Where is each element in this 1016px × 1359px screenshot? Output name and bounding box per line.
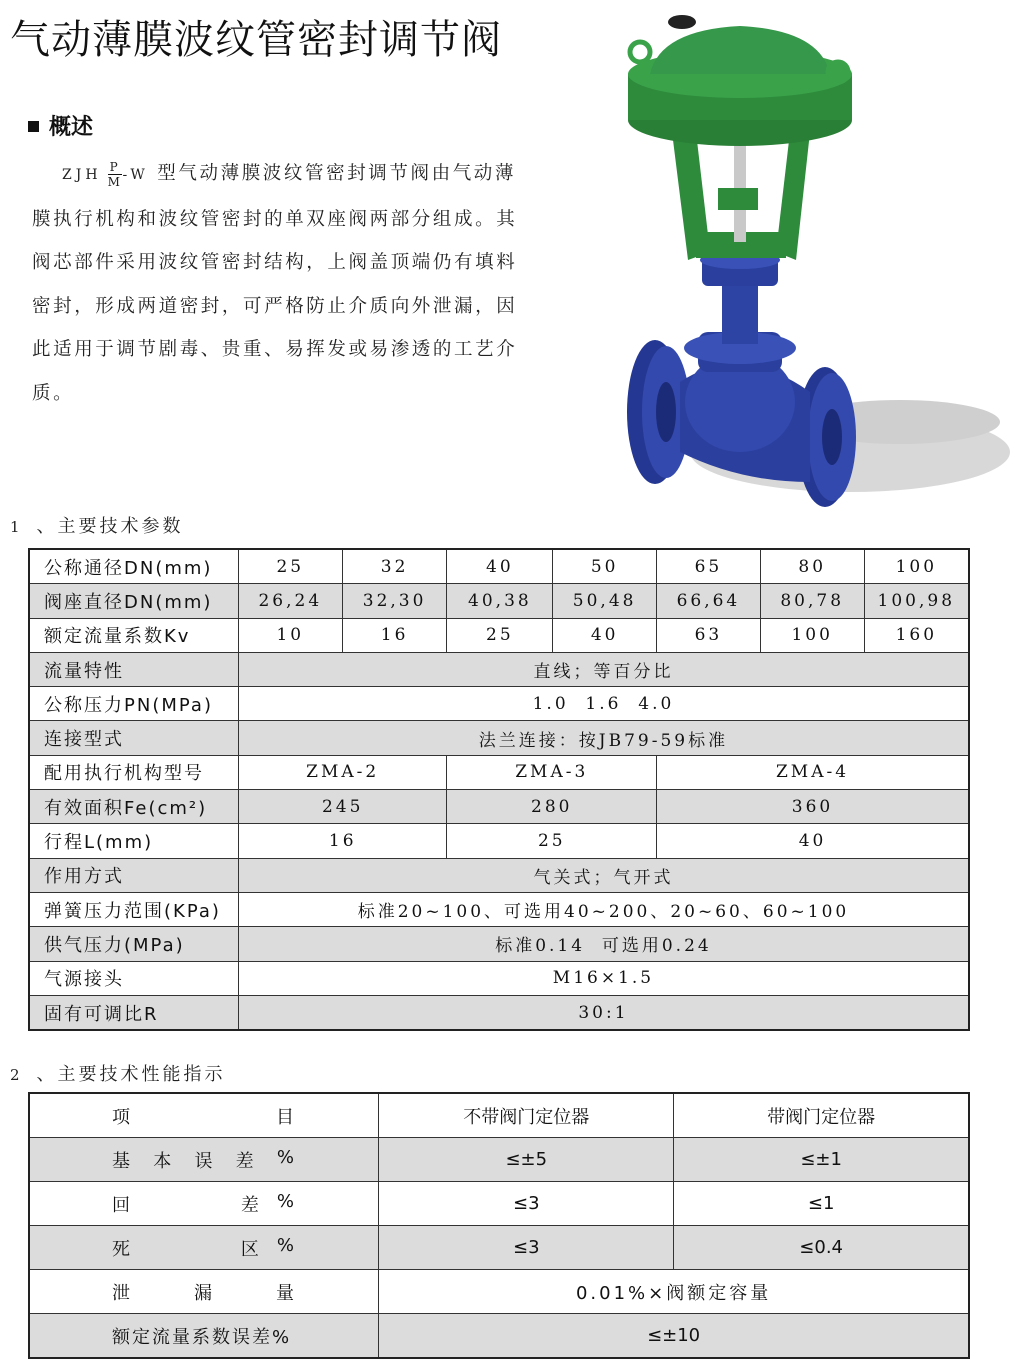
section-1-heading xyxy=(10,512,184,538)
row-label xyxy=(29,1182,379,1226)
table-cell: ≤±1 xyxy=(674,1138,969,1182)
model-suffix: -W xyxy=(122,167,149,183)
header-char: 项 xyxy=(112,1106,130,1128)
overview-text: 型气动薄膜波纹管密封调节阀由气动薄膜执行机构和波纹管密封的单双座阀两部分组成。其阀芯部件采用波纹管密封结构，上阀盖顶端仍有填料密封，形成两道密封，可严格防止介质向外泄漏，因此适用于调节剧毒、贵重、易挥发或易渗透的工艺介质。 xyxy=(32,163,518,404)
table-cell: 32,30 xyxy=(342,584,447,618)
row-label: 有效面积Fe(cm²) xyxy=(29,790,238,824)
label-char: 区 xyxy=(240,1238,259,1260)
header-char: 目 xyxy=(276,1106,294,1128)
table-row xyxy=(29,584,969,618)
table-row xyxy=(29,1182,969,1226)
column-header-without-positioner: 不带阀门定位器 xyxy=(379,1093,674,1138)
table-cell: 25 xyxy=(447,824,657,858)
table-row xyxy=(29,1314,969,1359)
section-1-number: 1 xyxy=(10,518,23,536)
row-label: 阀座直径DN(mm) xyxy=(29,584,238,618)
label-char: 差 xyxy=(240,1194,259,1216)
row-label: 行程L(mm) xyxy=(29,824,238,858)
row-label: 公称压力PN(MPa) xyxy=(29,687,238,721)
table-cell: 16 xyxy=(238,824,447,858)
table-cell: 100 xyxy=(760,618,864,652)
table-row xyxy=(29,790,969,824)
table-cell: ≤3 xyxy=(379,1226,674,1270)
table-cell: 标准0.14 可选用0.24 xyxy=(238,927,969,961)
table-cell: ≤±10 xyxy=(379,1314,969,1359)
overview-heading-text: 概述 xyxy=(49,115,94,140)
table-cell: ≤±5 xyxy=(379,1138,674,1182)
table-row xyxy=(29,824,969,858)
label-char: 本 xyxy=(153,1150,172,1172)
label-char: 漏 xyxy=(194,1282,212,1304)
row-label: 额定流量系数误差% xyxy=(29,1314,379,1359)
section-2-number: 2 xyxy=(10,1066,23,1084)
row-label: 气源接头 xyxy=(29,961,238,995)
section-1-title: 、主要技术参数 xyxy=(36,516,184,537)
table-cell: 63 xyxy=(657,618,761,652)
table-cell: 40 xyxy=(657,824,969,858)
model-fraction xyxy=(108,160,123,189)
table-cell: ≤3 xyxy=(379,1182,674,1226)
row-label: 作用方式 xyxy=(29,858,238,892)
table-cell: 25 xyxy=(447,618,553,652)
table-row xyxy=(29,721,969,755)
section-2-title: 、主要技术性能指示 xyxy=(36,1064,226,1085)
table-cell: 16 xyxy=(342,618,447,652)
label-char: % xyxy=(276,1190,294,1212)
label-char: 泄 xyxy=(112,1282,130,1304)
label-char: % xyxy=(276,1146,294,1168)
table-cell: ≤0.4 xyxy=(674,1226,969,1270)
actuator-diaphragm xyxy=(628,15,852,146)
table-cell: 25 xyxy=(238,549,342,584)
table-cell: 360 xyxy=(657,790,969,824)
table-cell: ZMA-2 xyxy=(238,755,447,789)
label-char: 回 xyxy=(112,1194,130,1216)
table-row xyxy=(29,652,969,686)
table-cell: 65 xyxy=(657,549,761,584)
technical-parameters-table xyxy=(28,548,970,1031)
table-row xyxy=(29,755,969,789)
row-label: 弹簧压力范围(KPa) xyxy=(29,892,238,926)
table-row xyxy=(29,1226,969,1270)
table-row xyxy=(29,549,969,584)
table-cell: 32 xyxy=(342,549,447,584)
table-cell: 50 xyxy=(553,549,657,584)
table-cell: 标准20~100、可选用40~200、20~60、60~100 xyxy=(238,892,969,926)
row-label: 额定流量系数Kv xyxy=(29,618,238,652)
page-title: 气动薄膜波纹管密封调节阀 xyxy=(10,17,502,63)
model-prefix: ZJH xyxy=(62,167,102,183)
table-cell: ZMA-3 xyxy=(447,755,657,789)
section-2-heading xyxy=(10,1060,226,1086)
table-row xyxy=(29,892,969,926)
table-row xyxy=(29,961,969,995)
overview-heading xyxy=(28,110,93,141)
table-header-row xyxy=(29,1093,969,1138)
model-frac-top: P xyxy=(108,160,123,175)
label-char: 量 xyxy=(276,1282,294,1304)
label-char: 差 xyxy=(235,1150,254,1172)
table-cell: ≤1 xyxy=(674,1182,969,1226)
table-cell: 80,78 xyxy=(760,584,864,618)
model-frac-bottom: M xyxy=(107,174,123,189)
table-cell: 40,38 xyxy=(447,584,553,618)
table-cell: 160 xyxy=(864,618,969,652)
valve-illustration xyxy=(600,12,1010,512)
row-label xyxy=(29,1270,379,1314)
table-cell: 气关式；气开式 xyxy=(238,858,969,892)
table-row xyxy=(29,687,969,721)
performance-table xyxy=(28,1092,970,1359)
valve-body xyxy=(627,251,856,507)
table-cell: 法兰连接：按JB79-59标准 xyxy=(238,721,969,755)
table-cell: 26,24 xyxy=(238,584,342,618)
bullet-square-icon xyxy=(28,121,39,132)
table-cell: M16×1.5 xyxy=(238,961,969,995)
table-cell: 直线；等百分比 xyxy=(238,652,969,686)
row-label xyxy=(29,1226,379,1270)
column-header-item xyxy=(29,1093,379,1138)
row-label: 供气压力(MPa) xyxy=(29,927,238,961)
label-char: % xyxy=(276,1234,294,1256)
table-cell: 100,98 xyxy=(864,584,969,618)
label-char: 误 xyxy=(194,1150,213,1172)
overview-paragraph xyxy=(32,152,522,415)
row-label xyxy=(29,1138,379,1182)
table-row xyxy=(29,618,969,652)
table-cell: 50,48 xyxy=(553,584,657,618)
table-cell: ZMA-4 xyxy=(657,755,969,789)
column-header-with-positioner: 带阀门定位器 xyxy=(674,1093,969,1138)
table-cell: 30:1 xyxy=(238,995,969,1030)
table-cell: 280 xyxy=(447,790,657,824)
row-label: 流量特性 xyxy=(29,652,238,686)
table-row xyxy=(29,995,969,1030)
table-row xyxy=(29,1270,969,1314)
table-cell: 40 xyxy=(553,618,657,652)
actuator-yoke xyxy=(672,132,810,260)
row-label: 固有可调比R xyxy=(29,995,238,1030)
table-row xyxy=(29,1138,969,1182)
row-label: 公称通径DN(mm) xyxy=(29,549,238,584)
table-cell: 245 xyxy=(238,790,447,824)
table-cell: 66,64 xyxy=(657,584,761,618)
table-row xyxy=(29,858,969,892)
label-char: 基 xyxy=(112,1150,130,1172)
label-char: 死 xyxy=(112,1238,130,1260)
table-cell: 40 xyxy=(447,549,553,584)
table-row xyxy=(29,927,969,961)
table-cell: 80 xyxy=(760,549,864,584)
table-cell: 0.01%×阀额定容量 xyxy=(379,1270,969,1314)
row-label: 配用执行机构型号 xyxy=(29,755,238,789)
table-cell: 100 xyxy=(864,549,969,584)
table-cell: 10 xyxy=(238,618,342,652)
table-cell: 1.0 1.6 4.0 xyxy=(238,687,969,721)
row-label: 连接型式 xyxy=(29,721,238,755)
